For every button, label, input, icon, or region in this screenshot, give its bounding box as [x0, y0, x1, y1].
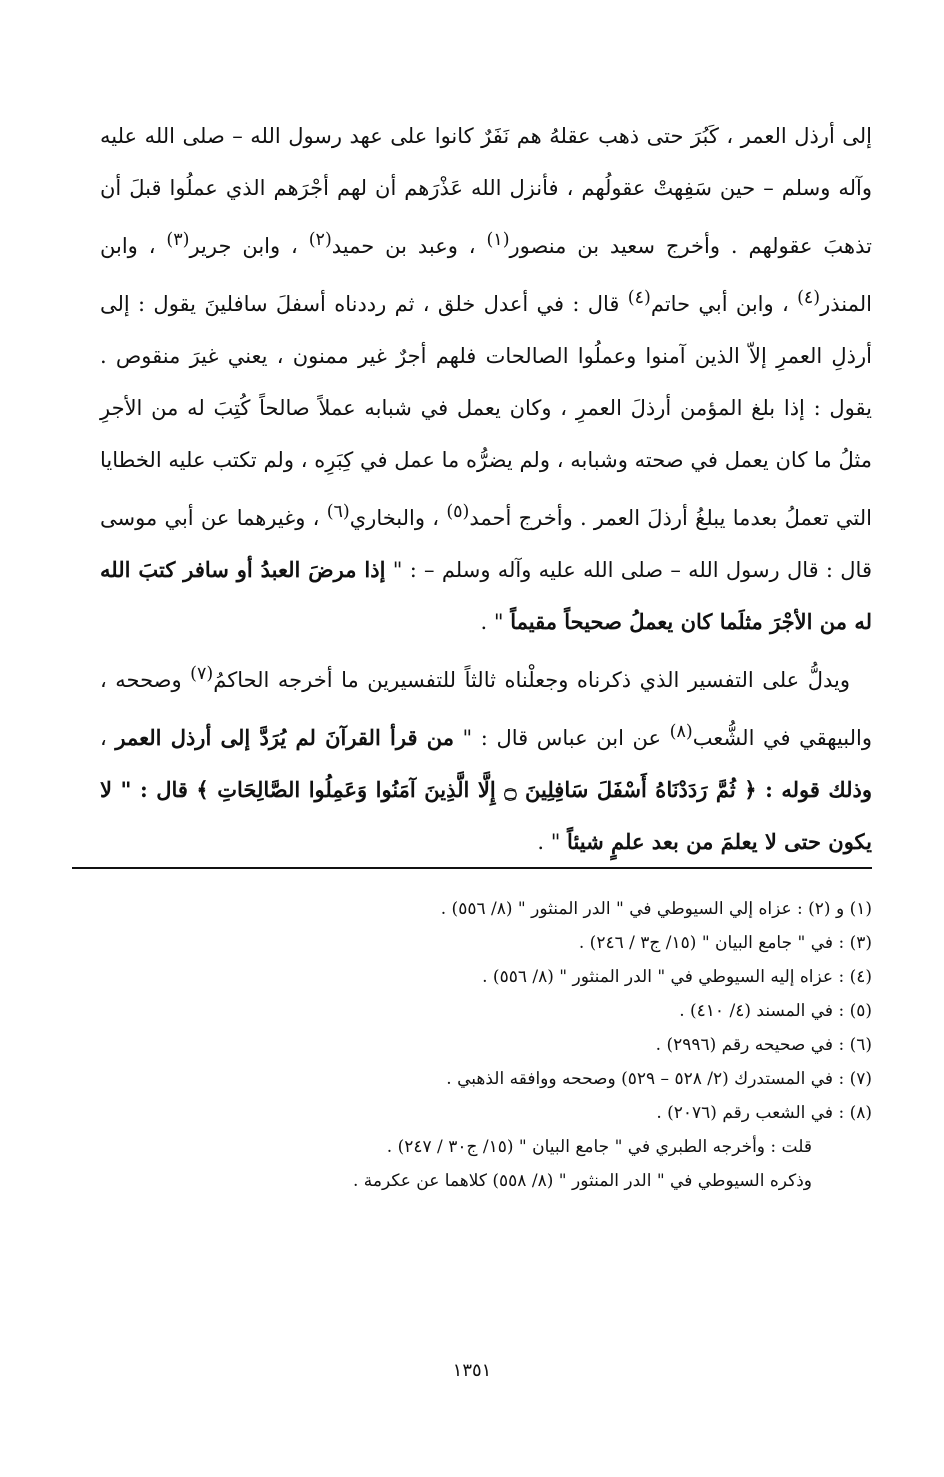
footnote-ref-2: (٢) — [308, 230, 332, 250]
footnote-ref-4b: (٤) — [627, 288, 651, 308]
text-segment: وصححه ، والبيهقي في الشُّعب — [100, 668, 872, 750]
footnote-separator — [72, 867, 872, 869]
footnote-1: (١) و (٢) : عزاه إلي السيوطي في " الدر المنثور " (٨/ ٥٥٦) . — [440, 899, 872, 919]
paragraph-1 — [100, 110, 872, 648]
footnote-8: (٨) : في الشعب رقم (٢٠٧٦) . — [656, 1103, 872, 1123]
quote-bold: قال : " لا يكون حتى لا يعلمَ من بعد علمٍ شيئاً — [100, 777, 872, 854]
footnote-7: (٧) : في المستدرك (٢/ ٥٢٨ – ٥٢٩) وصححه ووافقه الذهبي . — [446, 1069, 872, 1089]
main-text — [100, 110, 872, 868]
quote-bold: من قرأ القرآنَ لم يُرَدَّ إلى أرذل العمر — [115, 725, 454, 750]
footnote-note-1: قلت : وأخرجه الطبري في " جامع البيان " (١٥/ ج٣٠ / ٢٤٧) . — [386, 1137, 812, 1157]
quran-verse: ﴿ ثُمَّ رَدَدْنَاهُ أَسْفَلَ سَافِلِينَ ۝ إِلَّا الَّذِينَ آمَنُوا وَعَمِلُوا الصَّالِحَاتِ ﴾ — [187, 777, 766, 802]
text-segment: عن ابن عباس قال : " — [453, 726, 670, 750]
text-segment: ، وابن أبي حاتم — [650, 292, 798, 316]
text-segment: ، وعبد بن حميد — [331, 234, 487, 258]
footnote-6: (٦) : في صحيحه رقم (٢٩٩٦) . — [655, 1035, 872, 1055]
footnote-note-2: وذكره السيوطي في " الدر المنثور " (٨/ ٥٥٨) كلاهما عن عكرمة . — [352, 1171, 812, 1191]
paragraph-2 — [100, 648, 872, 868]
text-segment: إلى أرذل العمر ، كَبُرَ حتى ذهب عقلهُ هم نَفَرٌ كانوا على عهد رسول الله – صلى الله عليه وآله وسلم – حين سَفِهتْ عقولُهم ، فأنزل الله عَذْرَهم أن لهم أجْرَهم الذي عملُوا قبلَ أن تذهبَ عقولهم . وأخرج سعيد بن منصور — [100, 124, 872, 258]
footnotes — [100, 892, 872, 1198]
quote-bold: وذلك قوله : — [765, 777, 872, 802]
text-segment: " . — [480, 610, 511, 634]
footnote-ref-1: (١) — [486, 230, 510, 250]
text-segment: ، وابن جرير — [189, 234, 309, 258]
page-number: ١٣٥١ — [452, 1360, 492, 1381]
footnote-4: (٤) : عزاه إليه السيوطي في " الدر المنثور " (٨/ ٥٥٦) . — [482, 967, 872, 987]
hadith-text: إذا مرضَ العبدُ أو سافر كتبَ الله له من الأجْرَ مثلَما كان يعملُ صحيحاً مقيماً — [100, 557, 872, 634]
footnote-ref-4: (٤) — [797, 288, 821, 308]
text-segment: ، وابن المنذر — [100, 234, 872, 316]
footnote-ref-8: (٨) — [669, 722, 693, 742]
footnote-5: (٥) : في المسند (٤/ ٤١٠) . — [679, 1001, 872, 1021]
footnote-3: (٣) : في " جامع البيان " (١٥/ ج٣ / ٢٤٦) . — [578, 933, 872, 953]
text-segment: ، وغيرهما عن أبي موسى قال : قال رسول الله – صلى الله عليه وآله وسلم – : " — [100, 506, 872, 582]
footnote-ref-6: (٦) — [326, 502, 350, 522]
text-segment: ، — [100, 726, 116, 750]
footnote-ref-3: (٣) — [166, 230, 190, 250]
text-segment: " . — [537, 830, 568, 854]
text-segment: ، والبخاري — [349, 506, 447, 530]
footnote-ref-7: (٧) — [190, 664, 214, 684]
footnote-ref-5: (٥) — [446, 502, 470, 522]
text-segment: قال : في أعدل خلق ، ثم رددناه أسفلَ سافلينَ يقول : إلى أرذلِ العمرِ إلاّ الذين آمنوا وعملُوا الصالحات فلهم أجرٌ غير ممنون ، يعني غيرَ منقوص . يقول : إذا بلغ المؤمن أرذلَ العمرِ ، وكان يعمل في شبابه عملاً صالحاً كُتِبَ له من الأجرِ مثلُ ما كان يعمل في صحته وشبابه ، ولم يضرُّه ما عمل في كِبَرِه ، ولم تكتب عليه الخطايا التي تعملُ بعدما يبلغُ أرذلَ العمر . وأخرج أحمد — [100, 292, 872, 530]
text-segment: ويدلُّ على التفسير الذي ذكرناه وجعلْناه ثالثاً للتفسيرين ما أخرجه الحاكمُ — [213, 668, 850, 692]
